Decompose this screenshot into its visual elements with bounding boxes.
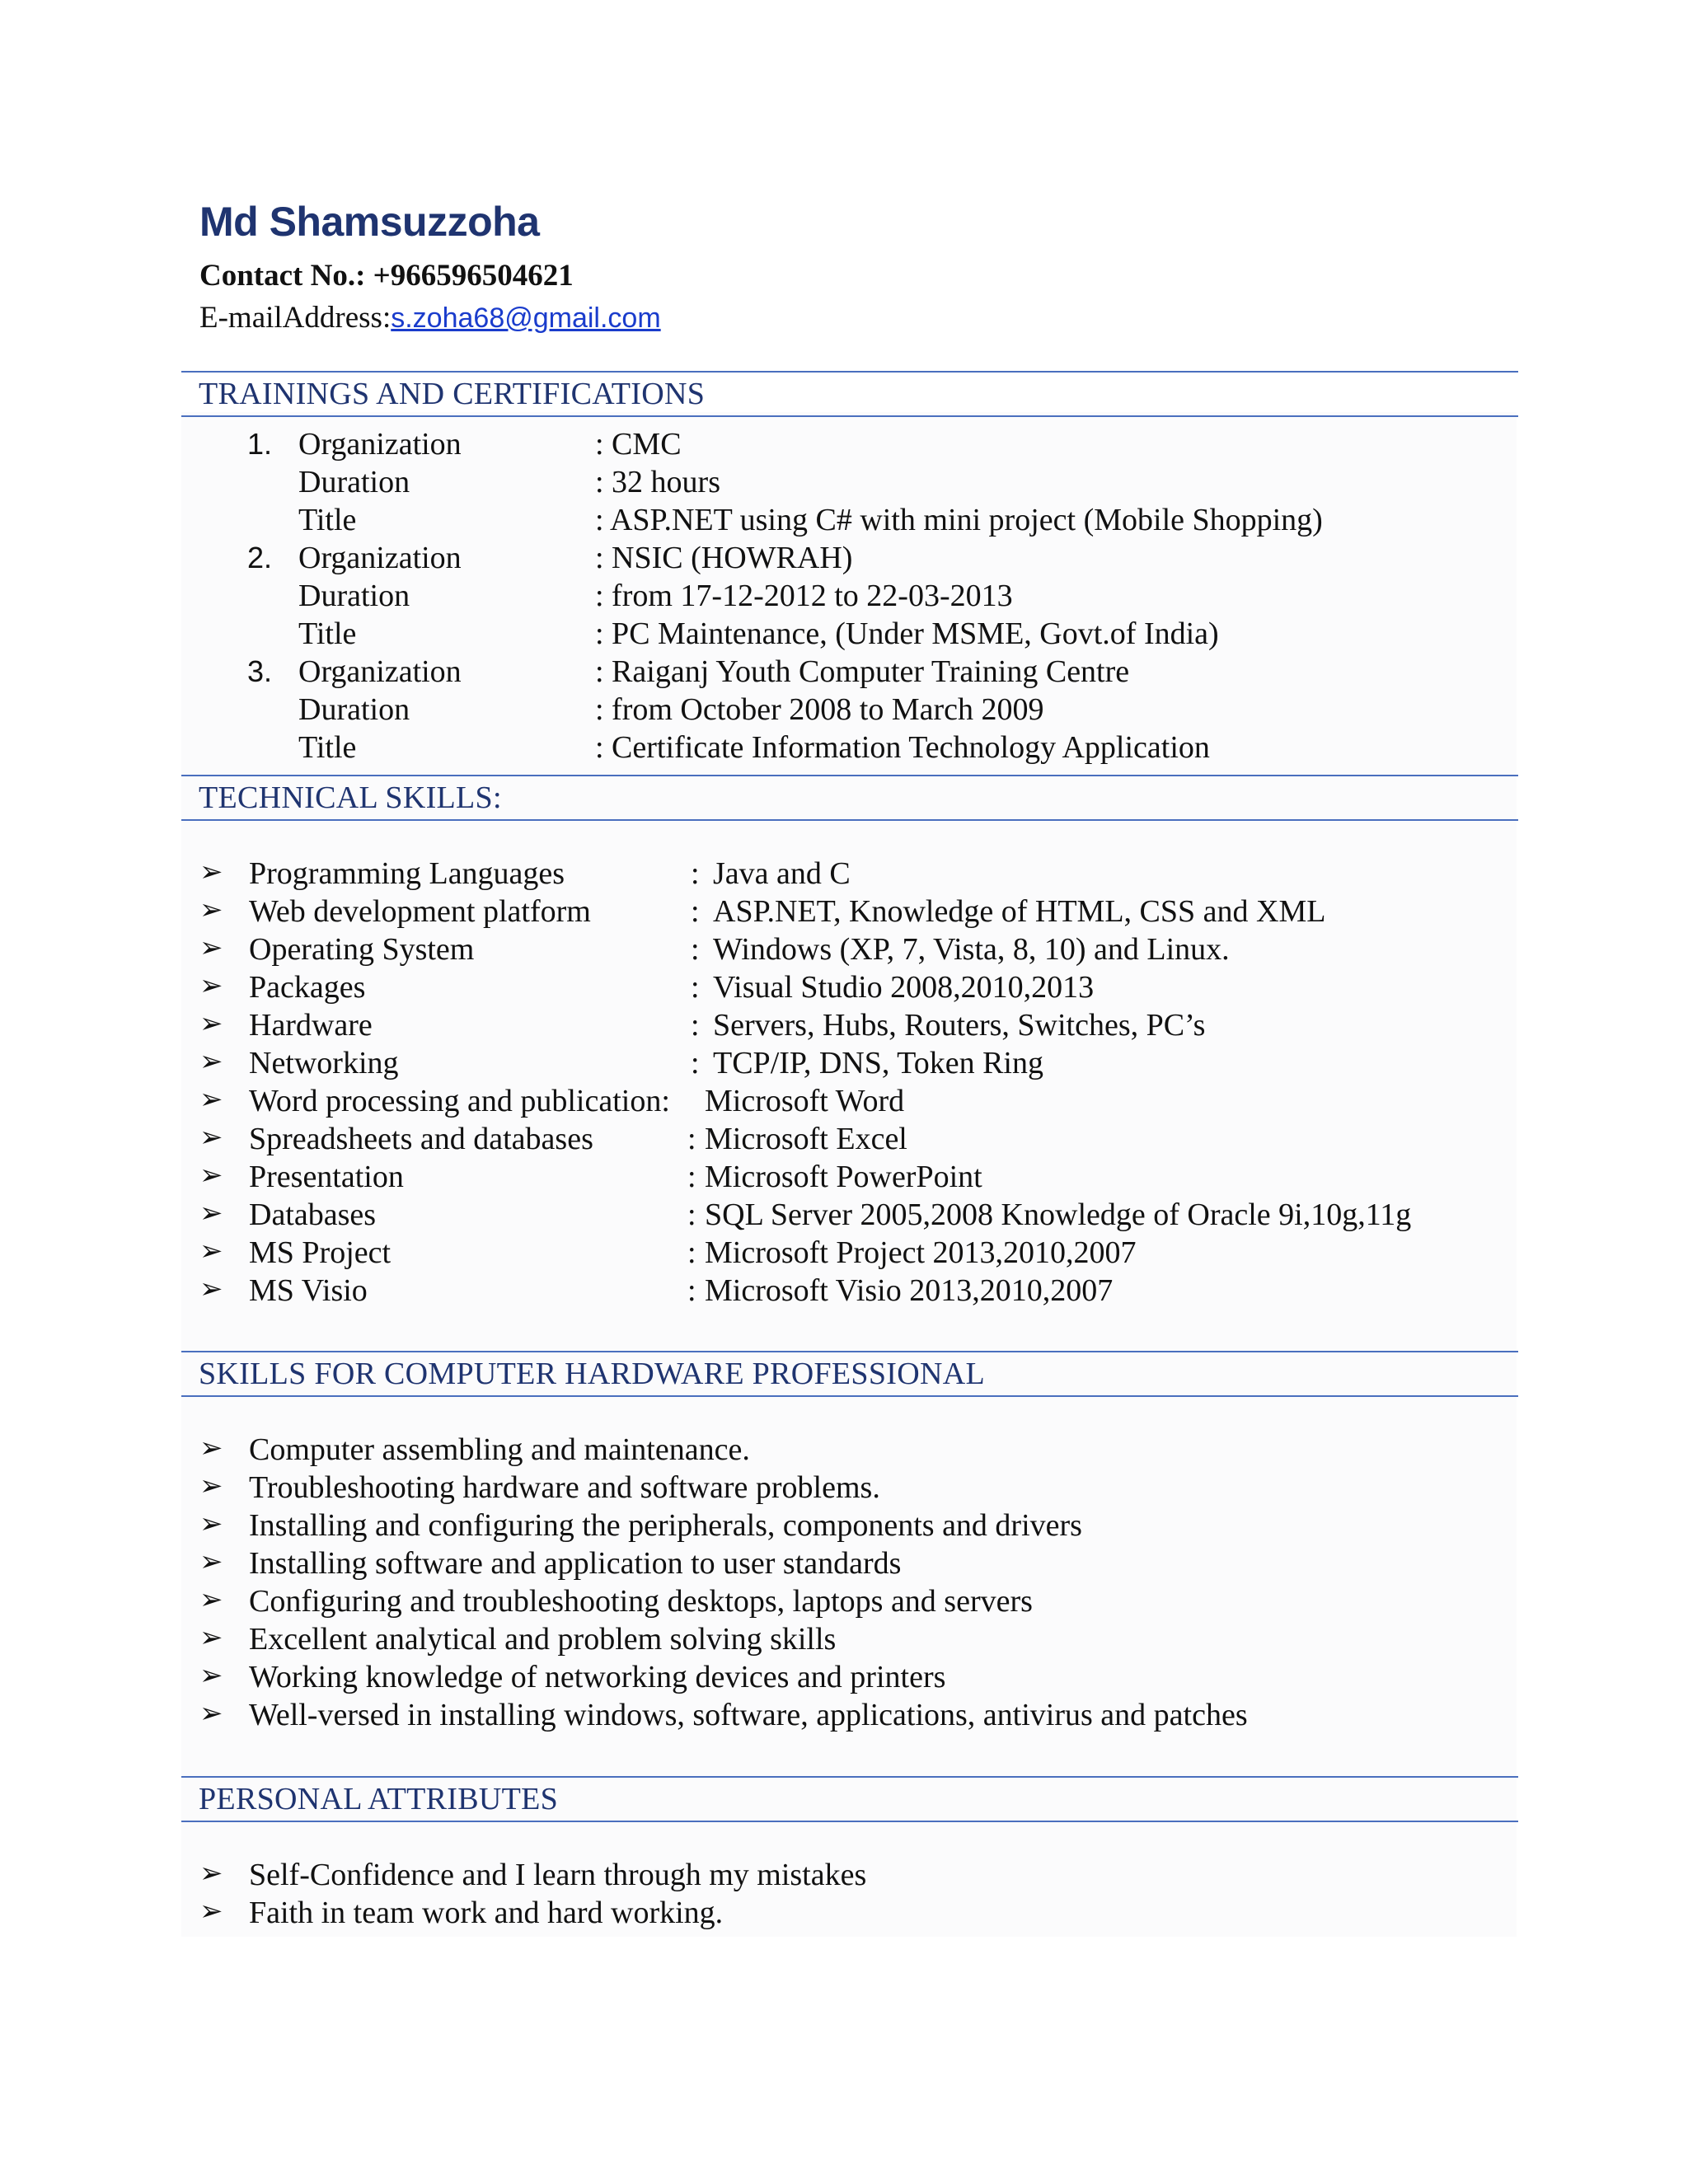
skill-value: Microsoft Project 2013,2010,2007: [705, 1235, 1137, 1270]
skill-label: Databases: [249, 1197, 377, 1232]
skill-label: MS Project: [249, 1235, 392, 1270]
skill-value: Java and C: [713, 856, 851, 891]
bullet-arrow-icon: ➢: [199, 1896, 223, 1927]
training-title-label: Title: [298, 616, 357, 651]
skill-value: Microsoft Excel: [705, 1122, 907, 1156]
list-item-text: Excellent analytical and problem solving skills: [249, 1622, 837, 1657]
list-item-text: Installing and configuring the peripherals, components and drivers: [249, 1508, 1082, 1543]
training-org-label: Organization: [298, 541, 462, 575]
skill-colon: :: [687, 1160, 696, 1194]
training-org-label: Organization: [298, 654, 462, 689]
training-title-label: Title: [298, 730, 357, 765]
skill-value: SQL Server 2005,2008 Knowledge of Oracle 9i,10g,11g: [705, 1197, 1412, 1232]
training-title-value: : ASP.NET using C# with mini project (Mobile Shopping): [595, 503, 1323, 537]
contact-label: Contact No.:: [199, 259, 373, 293]
list-item-text: Computer assembling and maintenance.: [249, 1432, 750, 1467]
email-label: E-mailAddress:: [199, 301, 392, 335]
training-duration-value: : from October 2008 to March 2009: [595, 692, 1044, 727]
skill-label: Hardware: [249, 1008, 373, 1043]
training-org-value: : NSIC (HOWRAH): [595, 541, 853, 575]
skill-label: Networking: [249, 1046, 399, 1080]
section-technical-skills: [181, 775, 1518, 821]
bullet-arrow-icon: ➢: [199, 1047, 223, 1077]
bullet-arrow-icon: ➢: [199, 1585, 223, 1615]
skill-value: Microsoft Visio 2013,2010,2007: [705, 1273, 1114, 1308]
skill-colon: :: [687, 1235, 696, 1270]
email-line: [199, 300, 661, 335]
skill-colon: :: [687, 1273, 696, 1308]
list-item-text: Configuring and troubleshooting desktops, laptops and servers: [249, 1584, 1033, 1619]
skill-label: Packages: [249, 970, 366, 1005]
skill-colon: :: [691, 1046, 700, 1080]
section-trainings-title: TRAININGS AND CERTIFICATIONS: [199, 377, 706, 411]
skill-label: Web development platform: [249, 894, 591, 929]
list-item-text: Self-Confidence and I learn through my mistakes: [249, 1858, 867, 1892]
training-duration-value: : from 17-12-2012 to 22-03-2013: [595, 579, 1013, 613]
training-duration-label: Duration: [298, 579, 410, 613]
skill-value: ASP.NET, Knowledge of HTML, CSS and XML: [713, 894, 1326, 929]
bullet-arrow-icon: ➢: [199, 1236, 223, 1267]
bullet-arrow-icon: ➢: [199, 971, 223, 1001]
skill-label: Presentation: [249, 1160, 404, 1194]
skill-label: Word processing and publication:: [249, 1084, 670, 1118]
section-personal-attributes: [181, 1776, 1518, 1822]
skill-value: TCP/IP, DNS, Token Ring: [713, 1046, 1043, 1080]
list-item-text: Troubleshooting hardware and software problems.: [249, 1470, 880, 1505]
skill-colon: :: [687, 1197, 696, 1232]
skill-colon: :: [691, 932, 700, 967]
training-number: 2.: [247, 541, 273, 574]
skill-label: Programming Languages: [249, 856, 565, 891]
bullet-arrow-icon: ➢: [199, 857, 223, 888]
contact-line: [199, 258, 574, 293]
bullet-arrow-icon: ➢: [199, 1661, 223, 1691]
list-item-text: Working knowledge of networking devices and printers: [249, 1660, 946, 1694]
skill-colon: :: [687, 1122, 696, 1156]
training-duration-value: : 32 hours: [595, 465, 720, 499]
training-number: 3.: [247, 654, 273, 688]
candidate-name: Md Shamsuzzoha: [199, 199, 540, 245]
section-personal-title: PERSONAL ATTRIBUTES: [199, 1782, 559, 1816]
skill-label: Spreadsheets and databases: [249, 1122, 593, 1156]
list-item-text: Faith in team work and hard working.: [249, 1896, 724, 1930]
training-title-value: : Certificate Information Technology Application: [595, 730, 1210, 765]
skill-colon: :: [691, 1008, 700, 1043]
contact-number: +966596504621: [373, 259, 574, 293]
skill-label: MS Visio: [249, 1273, 368, 1308]
bullet-arrow-icon: ➢: [199, 1274, 223, 1305]
skill-label: Operating System: [249, 932, 475, 967]
section-hardware-skills: [181, 1351, 1518, 1397]
list-item-text: Well-versed in installing windows, software, applications, antivirus and patches: [249, 1698, 1248, 1732]
skill-value: Windows (XP, 7, Vista, 8, 10) and Linux.: [713, 932, 1230, 967]
skill-colon: :: [691, 856, 700, 891]
skill-value: Servers, Hubs, Routers, Switches, PC’s: [713, 1008, 1206, 1043]
training-number: 1.: [247, 427, 273, 461]
bullet-arrow-icon: ➢: [199, 1198, 223, 1229]
skill-colon: :: [691, 970, 700, 1005]
skill-value: Microsoft PowerPoint: [705, 1160, 982, 1194]
bullet-arrow-icon: ➢: [199, 1858, 223, 1889]
list-item-text: Installing software and application to user standards: [249, 1546, 902, 1581]
bullet-arrow-icon: ➢: [199, 933, 223, 963]
bullet-arrow-icon: ➢: [199, 1699, 223, 1729]
bullet-arrow-icon: ➢: [199, 1547, 223, 1577]
bullet-arrow-icon: ➢: [199, 1160, 223, 1191]
section-technical-title: TECHNICAL SKILLS:: [199, 780, 502, 815]
section-trainings: [181, 371, 1518, 417]
training-org-value: : CMC: [595, 427, 682, 462]
training-org-value: : Raiganj Youth Computer Training Centre: [595, 654, 1130, 689]
skill-value: Microsoft Word: [705, 1084, 905, 1118]
training-duration-label: Duration: [298, 465, 410, 499]
bullet-arrow-icon: ➢: [199, 1471, 223, 1502]
training-title-value: : PC Maintenance, (Under MSME, Govt.of India): [595, 616, 1219, 651]
email-link[interactable]: s.zoha68@gmail.com: [391, 302, 661, 334]
bullet-arrow-icon: ➢: [199, 1085, 223, 1115]
training-duration-label: Duration: [298, 692, 410, 727]
training-org-label: Organization: [298, 427, 462, 462]
section-hardware-title: SKILLS FOR COMPUTER HARDWARE PROFESSIONAL: [199, 1357, 985, 1391]
bullet-arrow-icon: ➢: [199, 1433, 223, 1464]
training-title-label: Title: [298, 503, 357, 537]
bullet-arrow-icon: ➢: [199, 1122, 223, 1153]
skill-colon: :: [691, 894, 700, 929]
bullet-arrow-icon: ➢: [199, 1509, 223, 1540]
bullet-arrow-icon: ➢: [199, 895, 223, 926]
bullet-arrow-icon: ➢: [199, 1009, 223, 1039]
bullet-arrow-icon: ➢: [199, 1623, 223, 1653]
skill-value: Visual Studio 2008,2010,2013: [713, 970, 1095, 1005]
